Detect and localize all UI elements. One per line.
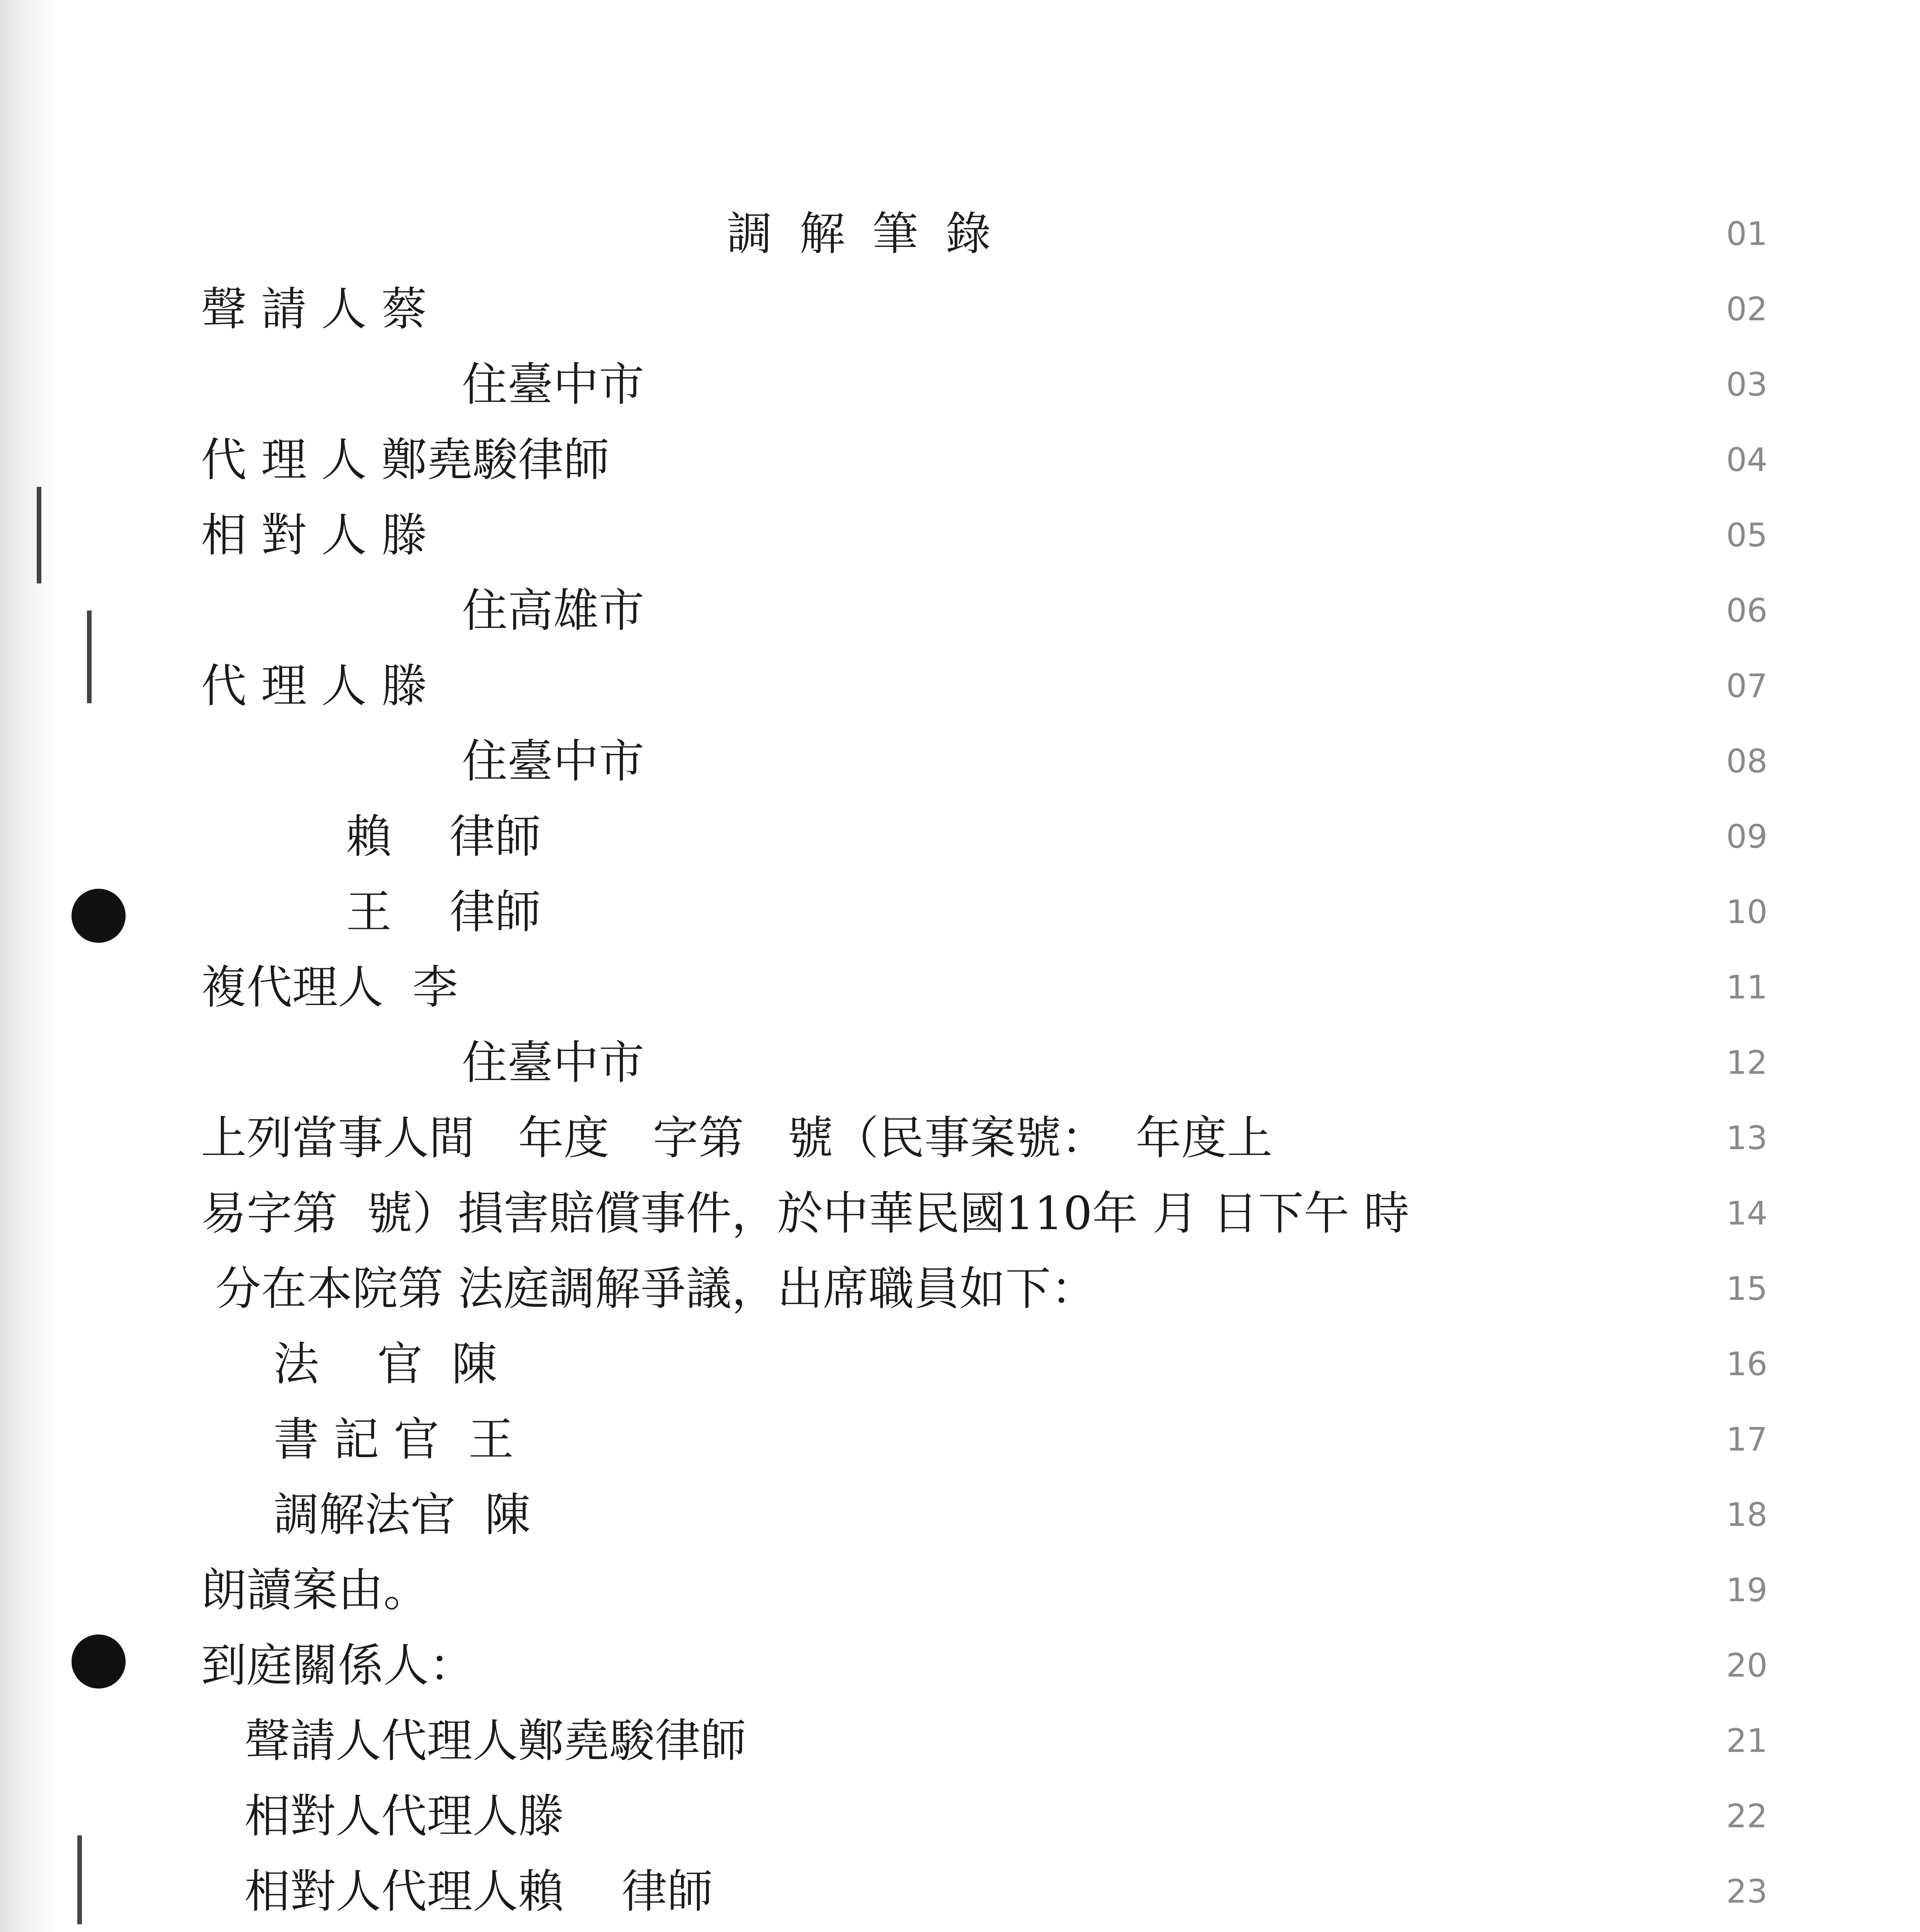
text-line: 調解法官 陳 [201, 1488, 531, 1541]
text-line: 代 理 人 滕 [201, 659, 427, 713]
line-number: 15 [1726, 1270, 1768, 1308]
line-number: 06 [1726, 592, 1768, 629]
line-number: 09 [1726, 818, 1768, 855]
line-number: 23 [1726, 1872, 1768, 1910]
text-line: 住高雄市 [201, 584, 645, 637]
text-line: 相 對 人 滕 [201, 509, 427, 562]
line-number: 14 [1726, 1194, 1768, 1232]
scan-bar-mark [87, 611, 92, 703]
punch-hole-mark [71, 889, 126, 943]
scan-bar-mark [37, 487, 41, 583]
text-line: 書 記 官 王 [201, 1413, 514, 1466]
document-title: 調解筆錄 [727, 207, 1019, 260]
line-number: 03 [1726, 366, 1768, 403]
scan-bar-mark [77, 1835, 82, 1924]
line-number: 08 [1726, 742, 1768, 780]
text-line: 住臺中市 [201, 735, 645, 788]
line-number: 17 [1726, 1420, 1768, 1458]
text-line: 住臺中市 [201, 358, 645, 411]
scan-edge-shadow [0, 0, 58, 1932]
text-line: 相對人代理人賴 律師 [201, 1865, 713, 1918]
text-line: 法 官 陳 [201, 1337, 497, 1391]
line-number: 16 [1726, 1345, 1768, 1383]
line-number: 04 [1726, 441, 1768, 479]
line-number: 11 [1726, 968, 1768, 1006]
text-line: 賴 律師 [201, 810, 541, 863]
line-number: 10 [1726, 893, 1768, 931]
text-line: 相對人代理人滕 [201, 1789, 564, 1843]
line-number: 02 [1726, 290, 1768, 328]
line-number: 13 [1726, 1119, 1768, 1157]
line-number: 20 [1726, 1646, 1768, 1684]
line-number: 05 [1726, 516, 1768, 554]
line-number: 21 [1726, 1722, 1768, 1760]
text-line: 聲 請 人 蔡 [201, 282, 427, 336]
punch-hole-mark [71, 1634, 126, 1689]
text-line: 上列當事人間 年度 字第 號（民事案號： 年度上 [201, 1111, 1273, 1165]
line-number: 01 [1726, 215, 1768, 253]
text-line: 到庭關係人： [201, 1639, 475, 1692]
text-line: 易字第 號）損害賠償事件，於中華民國110年 月 日下午 時 [201, 1187, 1409, 1240]
line-number: 22 [1726, 1797, 1768, 1835]
line-number: 12 [1726, 1044, 1768, 1082]
text-line: 分在本院第 法庭調解爭議，出席職員如下： [201, 1262, 1097, 1315]
line-number: 07 [1726, 667, 1768, 705]
text-line: 代 理 人 鄭堯駿律師 [201, 433, 609, 486]
text-line: 複代理人 李 [201, 961, 458, 1014]
line-number: 19 [1726, 1571, 1768, 1609]
text-line: 朗讀案由。 [201, 1563, 429, 1617]
line-number: 18 [1726, 1496, 1768, 1534]
text-line: 聲請人代理人鄭堯駿律師 [201, 1714, 746, 1767]
text-line: 王 律師 [201, 885, 541, 939]
text-line: 住臺中市 [201, 1036, 645, 1089]
